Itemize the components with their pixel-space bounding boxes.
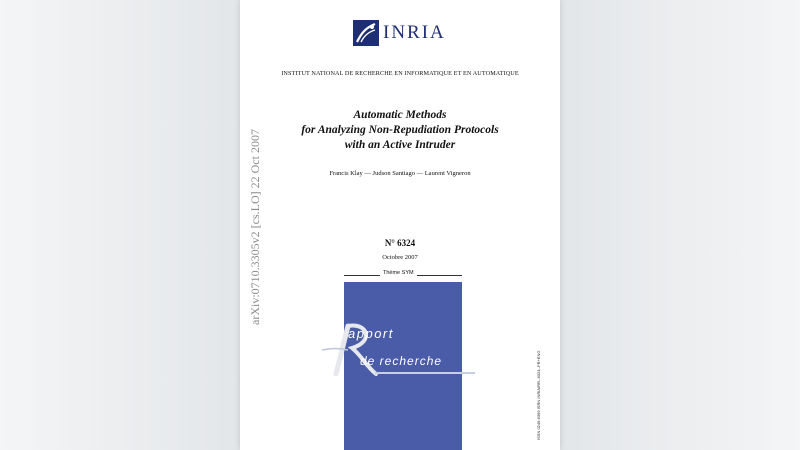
institute-name: INSTITUT NATIONAL DE RECHERCHE EN INFORMATIQUE ET EN AUTOMATIQUE [281, 70, 519, 77]
authors: Francis Klay — Judson Santiago — Laurent Vigneron [329, 170, 471, 177]
theme-label: Thème SYM [380, 270, 417, 276]
title-line-1: Automatic Methods [353, 109, 447, 121]
logo-text: INRIA [383, 22, 446, 43]
rapport-r-glyph-icon [318, 320, 488, 380]
report-cover-page [240, 0, 560, 450]
report-title [240, 108, 560, 153]
report-number: N° 6324 [384, 238, 416, 248]
report-date: Octobre 2007 [382, 254, 418, 261]
report-type-line-2: de recherche [360, 354, 443, 368]
inria-logo [353, 20, 446, 46]
background-right [560, 0, 800, 450]
issn-text: ISSN 0249-6399 ISRN INRIA/RR--6324--FR+ENG [536, 350, 541, 440]
report-type-line-1: apport [348, 326, 394, 341]
title-line-2: for Analyzing Non-Repudiation Protocols [301, 124, 499, 136]
background-left [0, 0, 240, 450]
report-type-underline [375, 372, 475, 374]
arxiv-stamp: arXiv:0710.3305v2 [cs.LO] 22 Oct 2007 [248, 129, 262, 325]
inria-logo-icon [353, 20, 379, 46]
title-line-3: with an Active Intruder [344, 139, 456, 151]
